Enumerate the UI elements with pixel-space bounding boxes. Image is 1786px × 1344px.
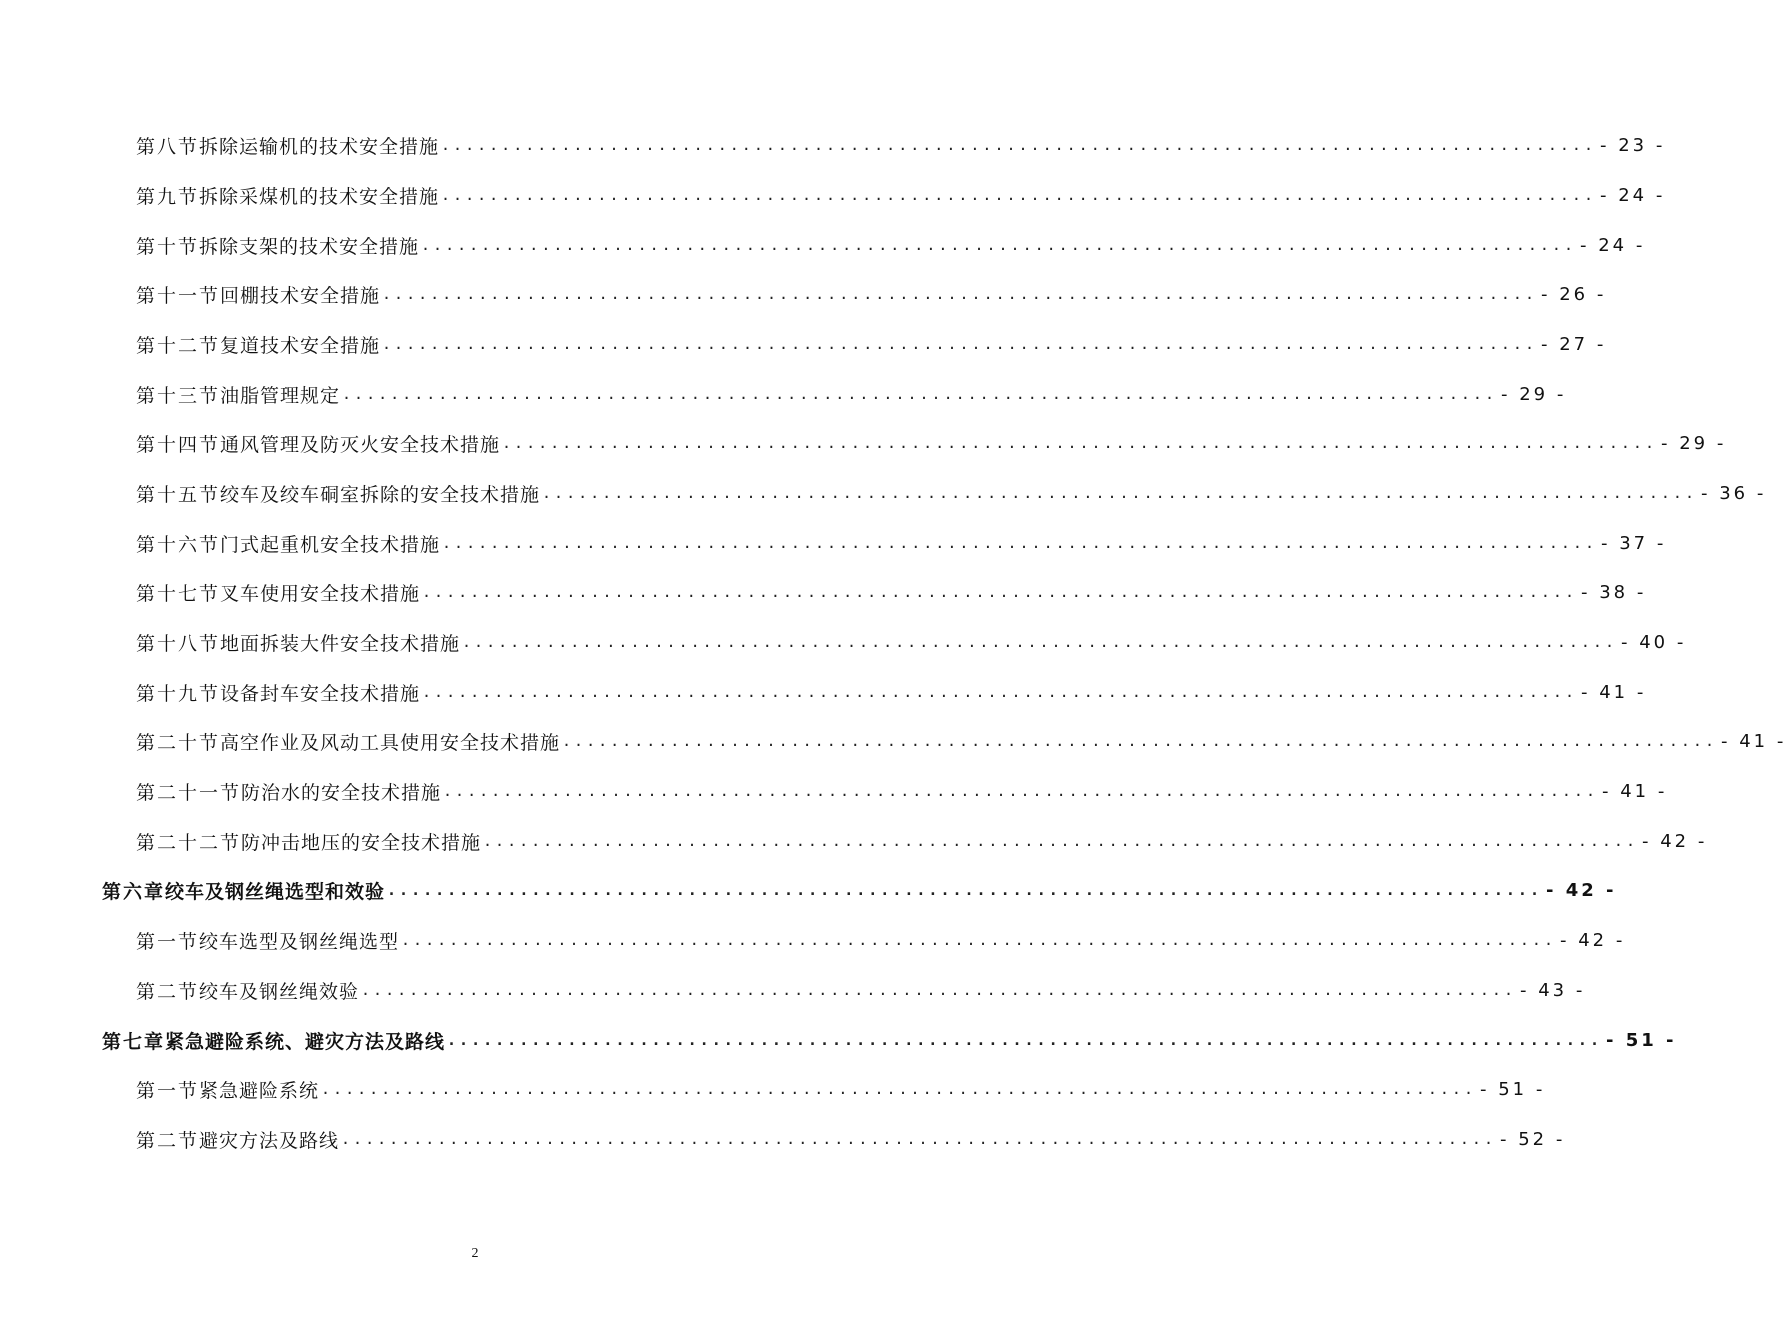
dot-leader: ................................................................................................ [542,484,1697,502]
dot-leader: ................................................................................................ [441,136,1596,154]
toc-entry-label: 第十八节 [136,632,221,655]
toc-entry[interactable] [0,526,1667,560]
toc-entry-title: 拆除支架的技术安全措施 [199,235,420,258]
toc-entry-page: - 37 - [1600,532,1667,554]
dot-leader: ................................................................................................ [447,1031,1602,1049]
toc-entry[interactable] [0,228,1646,262]
toc-entry-page: - 29 - [1500,383,1567,405]
toc-entry-page: - 24 - [1579,234,1646,256]
dot-leader: ................................................................................................ [443,782,1598,800]
dot-leader: ................................................................................................ [401,931,1556,949]
toc-entry-label: 第十五节 [136,483,221,506]
toc-entry[interactable] [0,1072,1546,1106]
toc-entry-label: 第二十二节 [136,831,242,854]
toc-entry-page: - 24 - [1599,184,1666,206]
dot-leader: ................................................................................................ [422,683,1577,701]
toc-entry-label: 第一节 [136,1079,200,1102]
toc-entry[interactable] [0,178,1666,212]
toc-entry[interactable] [0,625,1687,659]
dot-leader: ................................................................................................ [442,534,1597,552]
toc-entry-page: - 36 - [1700,482,1767,504]
toc-entry[interactable] [0,277,1607,311]
toc-entry[interactable] [0,973,1586,1007]
dot-leader: ................................................................................................ [502,434,1657,452]
toc-entry[interactable] [0,923,1626,957]
toc-entry-label: 第十九节 [136,682,221,705]
toc-entry-title: 绞车及绞车硐室拆除的安全技术措施 [220,483,541,506]
toc-entry-title: 紧急避险系统、避灾方法及路线 [165,1030,446,1053]
toc-entry[interactable] [0,327,1607,361]
toc-entry-label: 第二节 [136,1129,200,1152]
toc-entry-label: 第八节 [136,135,200,158]
toc-entry-label: 第二十一节 [136,781,242,804]
toc-entry-title: 回棚技术安全措施 [220,284,381,307]
toc-entry-title: 防治水的安全技术措施 [241,781,442,804]
toc-entry[interactable] [0,575,1647,609]
dot-leader: ................................................................................................ [562,732,1717,750]
dot-leader: ................................................................................................ [321,1080,1476,1098]
toc-entry-title: 绞车及钢丝绳效验 [199,980,360,1003]
page-number: 2 [471,1246,479,1261]
dot-leader: ................................................................................................ [382,285,1537,303]
toc-entry-page: - 51 - [1479,1078,1546,1100]
toc-entry-title: 防冲击地压的安全技术措施 [241,831,482,854]
dot-leader: ................................................................................................ [382,335,1537,353]
toc-entry-title: 拆除运输机的技术安全措施 [199,135,440,158]
toc-entry-title: 避灾方法及路线 [199,1129,340,1152]
toc-entry-title: 叉车使用安全技术措施 [220,582,421,605]
toc-entry-page: - 52 - [1499,1128,1566,1150]
toc-entry-label: 第九节 [136,185,200,208]
toc-entry-label: 第十七节 [136,582,221,605]
dot-leader: ................................................................................................ [483,832,1638,850]
toc-entry-page: - 27 - [1540,333,1607,355]
toc-entry-label: 第十六节 [136,533,221,556]
toc-entry[interactable] [0,377,1567,411]
toc-entry-page: - 40 - [1620,631,1687,653]
dot-leader: ................................................................................................ [441,186,1596,204]
toc-entry[interactable] [0,675,1647,709]
toc-entry-page: - 41 - [1580,681,1647,703]
toc-entry-title: 设备封车安全技术措施 [220,682,421,705]
toc-entry-label: 第一节 [136,930,200,953]
toc-entry-title: 高空作业及风动工具使用安全技术措施 [220,731,561,754]
toc-entry-label: 第十二节 [136,334,221,357]
toc-entry-label: 第二节 [136,980,200,1003]
toc-entry-page: - 38 - [1580,581,1647,603]
toc-entry-title: 油脂管理规定 [220,384,341,407]
dot-leader: ................................................................................................ [361,981,1516,999]
dot-leader: ................................................................................................ [342,385,1497,403]
toc-entry-page: - 42 - [1641,830,1708,852]
toc-entry-label: 第七章 [102,1030,166,1053]
toc-entry[interactable] [0,426,1727,460]
dot-leader: ................................................................................................ [462,633,1617,651]
toc-entry-page: - 42 - [1545,879,1617,901]
toc-entry-label: 第十四节 [136,433,221,456]
toc-entry-page: - 41 - [1720,730,1786,752]
toc-entry-page: - 43 - [1519,979,1586,1001]
toc-chapter-entry[interactable] [0,1023,1677,1057]
toc-entry-title: 绞车及钢丝绳选型和效验 [165,880,386,903]
toc-entry[interactable] [0,1122,1566,1156]
toc-entry-title: 通风管理及防灭火安全技术措施 [220,433,501,456]
toc-entry-page: - 42 - [1559,929,1626,951]
toc-entry[interactable] [0,774,1668,808]
toc-entry-title: 绞车选型及钢丝绳选型 [199,930,400,953]
toc-entry-page: - 26 - [1540,283,1607,305]
toc-entry-page: - 41 - [1601,780,1668,802]
toc-entry-label: 第十三节 [136,384,221,407]
toc-chapter-entry[interactable] [0,873,1617,907]
dot-leader: ................................................................................................ [421,236,1576,254]
toc-entry-title: 门式起重机安全技术措施 [220,533,441,556]
toc-entry-page: - 51 - [1605,1029,1677,1051]
toc-entry-title: 紧急避险系统 [199,1079,320,1102]
toc-entry-title: 拆除采煤机的技术安全措施 [199,185,440,208]
toc-entry[interactable] [0,128,1666,162]
toc-entry[interactable] [0,476,1767,510]
dot-leader: ................................................................................................ [341,1130,1496,1148]
toc-entry-page: - 29 - [1660,432,1727,454]
toc-entry-label: 第十节 [136,235,200,258]
toc-entry-label: 第六章 [102,880,166,903]
dot-leader: ................................................................................................ [387,881,1542,899]
toc-entry-page: - 23 - [1599,134,1666,156]
dot-leader: ................................................................................................ [422,583,1577,601]
toc-entry-label: 第十一节 [136,284,221,307]
toc-entry-title: 地面拆装大件安全技术措施 [220,632,461,655]
toc-entry-label: 第二十节 [136,731,221,754]
toc-entry[interactable] [0,824,1708,858]
toc-entry[interactable] [0,724,1786,758]
toc-entry-title: 复道技术安全措施 [220,334,381,357]
